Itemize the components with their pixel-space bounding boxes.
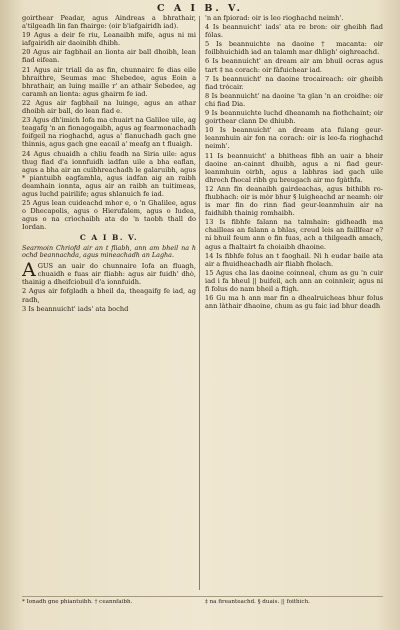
verse: 13 Is fibhfe falann na talmhain: gidheadh ma chailleas an falann a bhlas, creud leis an faillfear e? ni bhuil feum ann o fin fuas, ach a thilgeadh amach, agus a fhaltairt fa choiaibh dhaoine. xyxy=(205,218,383,251)
verse: 25 Agus lean cuideachd mhor e, o 'n Ghalilee, agus o Dhecapolis, agus o Hierufalem, agus o Iudea, agus o na crìochaibh ata do 'n taobh thall do Iordan. xyxy=(22,199,196,232)
right-column xyxy=(205,14,383,311)
verse: 8 Is beannuicht' na daoine 'ta glan 'n an croidhe: oir chi fiad Dia. xyxy=(205,91,383,108)
footnote-right: ‡ na fireanteachd. § duais. || foithich. xyxy=(205,599,310,605)
verse: 9 Is beannuichte luchd dheanamh na fiothchaint; oir goirthear clann De dhiubh. xyxy=(205,109,383,126)
column-divider xyxy=(199,16,200,590)
running-header: C A I B. V. xyxy=(157,3,243,14)
chapter-heading: C A I B. V. xyxy=(79,233,139,243)
verse: 'n an fpiorad: oir is leo rioghachd neimh'. xyxy=(205,14,344,22)
chapter-summary: Searmoin Chriofd air an t fliabh, ann am bheil na h ochd beannachda, agus mineachadh an Lagha. xyxy=(22,243,196,260)
verse: 3 Is beannuicht' iads' ata bochd xyxy=(22,304,129,313)
verse: 11 Is beannuicht' a bhitheas fibh an uair a bheir daoine an-cainnt dhuibh, agus a ni fiad geur-leanmhuin oirbh, agus a labhras iad gach uile dhroch fhocal ribh gu breugach air mo fgàthfa. xyxy=(205,151,383,184)
verse: 4 Is beannuicht' iads' ata re bron: oir gheibh fiad fólas. xyxy=(205,23,383,40)
verse: 2 Agus air fofgladh a bheil da, theagaifg fe iad, ag radh, xyxy=(22,287,196,304)
verse: 6 Is beannuicht' an dream air am bhuil ocras agus tart ‡ na corach: oir fàfuichear iad. xyxy=(205,57,383,74)
drop-cap: A xyxy=(22,262,36,282)
verse: 20 Agus air fagbhail an lionta air ball dhoibh, lean fiad eifean. xyxy=(22,48,196,65)
verse: 7 Is beannuicht' na daoine trocaireach: oir gheibh fiad trócair. xyxy=(205,74,383,91)
verse: goirthear Peadar, agus Aindreas a bhrathair, a'tilgeadh lin fan fhairge: (oir b'iafgairidh iad). xyxy=(22,14,196,31)
verse: 14 Is fibhfe folus an t faoghail. Ni h eudar baile ata air a fhuidheachadh air fliabh fholach. xyxy=(205,251,383,268)
first-verse-text: GUS an uair do chunnaire Iofa an fluagh, chuaidh e fuas air fliabh: agus air fuidh' dhò, thainig a dheifciobuil d'a ionnfuidh. xyxy=(22,262,196,287)
verse: 16 Gu ma h ann mar fin a dhealruicheas bhur folus ann làthair dhaoine, chum as gu faic iad bhur deadh xyxy=(205,294,383,311)
verse: 5 Is beannuichte na daoine † macanta: oir foilbhuichidh iad an talamh mar dhligh' oighreachd. xyxy=(205,40,383,57)
footnote-left: * Ionadh gne phiantuibh. † ceannfaibh. xyxy=(22,599,133,605)
verse: 12 Ann fin deanaibh gairdeachas, agus bithibh ro-fhubhach: oir is mòr bhur § luigheachd ar neamh: oir is mar fin do rinn fiad geur-leanmhuin air na faidhibh thainig romhaibh. xyxy=(205,184,383,218)
verse: 21 Agus air triall da as fin, chunnairc fe dias eile bhraithre, Seumas mac Shebedee, agus Eoin a bhrathair, an luing maille r' an athair Sebedee, ag caramh an lionta: agus ghairm fe iad. xyxy=(22,65,196,98)
verse: 19 Agus a deir fe riu, Leanaibh mife, agus ni mi iafgairidh air daoinibh dhibh. xyxy=(22,31,196,48)
verse: 10 Is beannuicht' an dream ata fulang geur-leanmhuin air fon na corach: oir is leo-fa rioghachd neimh'. xyxy=(205,126,383,151)
verse: 24 Agus chuaidh a chliu feadh na Siria uile: agus thug fiad d'a ionnfuidh iadfan uile a bha eaflan, agus a bha air an cuibhreachadh le galaruibh, agus * piantuibh eagfamhla, agus iadfan aig an raibh deamhain ionnta, agus air an raibh an tuitimeas, agus luchd pairilife; agus shlanuich fe iad. xyxy=(22,149,196,198)
verse: 15 Agus cha las daoine coinneal, chum as gu 'n cuir iad i fa bheul || buifeil, ach ann an coinnleir, agus ni fi folus do nam bheil a ftigh. xyxy=(205,268,383,293)
verse: 23 Agus dh'imich Iofa ma chuairt na Galilee uile, ag teagafg 'n an fionagogaibh, agus ag fearmonachadh foifgeil na rioghachd, agus a' flanuchadh gach gne thinnis, agus gach gne eacail a' meafg an t fluaigh. xyxy=(22,116,196,149)
verse: 22 Agus air fagbhail na luinge, agus an athar dhoibh air ball, do lean fiad e. xyxy=(22,98,196,116)
first-verse xyxy=(22,262,196,286)
footnote-rule xyxy=(22,596,383,597)
left-column xyxy=(22,14,196,314)
